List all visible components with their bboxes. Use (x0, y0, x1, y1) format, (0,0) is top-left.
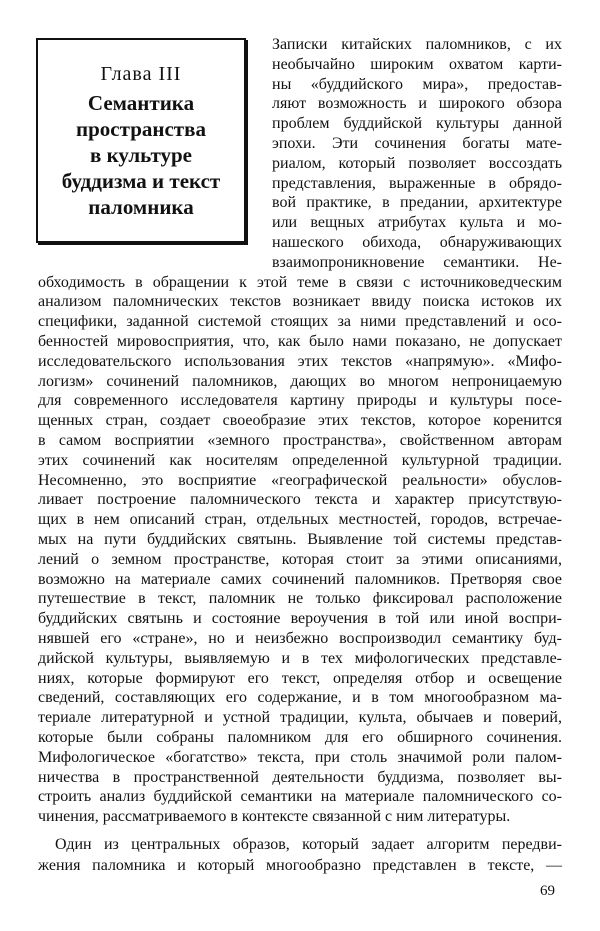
text-line: лений о земном пространстве, которая стоит за этими описаниями, (38, 550, 562, 568)
text-line: щих в нем описаний стран, отдельных местностей, городов, встречае- (38, 511, 562, 529)
text-line: путешествие в текст, паломник не только фиксировал расположение (38, 590, 562, 608)
text-line: Записки китайских паломников, с их (272, 36, 562, 53)
text-line: Один из центральных образов, который задает алгоритм передви- (55, 836, 562, 853)
text-line: ляют возможность и широкого обзора (272, 95, 562, 113)
chapter-title-line: Семантика (87, 91, 195, 115)
page-number: 69 (540, 883, 555, 899)
text-line: Несомненно, это восприятие «географической реальности» обуслов- (38, 471, 562, 489)
chapter-title-line: пространства (76, 117, 206, 141)
text-line: для современного исследователя картину природы и культуры посе- (38, 392, 562, 410)
text-line: риалом, который позволяет воссоздать (272, 154, 562, 172)
text-line: чинения, рассматриваемого в контексте связанной с ним литературы. (38, 808, 511, 826)
text-line: или вещных атрибутах культа и мо- (272, 214, 562, 232)
paragraph-1-full-width (38, 273, 562, 827)
text-line: ниях, которые формируют его текст, определяя отбор и освещение (38, 669, 562, 687)
text-line: специфики, заданной системой стоящих за ними представлений и осо- (38, 313, 562, 331)
text-line: Мифологическое «богатство» текста, при столь значимой роли палом- (38, 748, 562, 766)
text-line: ны «буддийского мира», предостав- (272, 75, 562, 93)
text-line: взаимопроникновение семантики. Не- (272, 253, 562, 271)
text-line: в самом восприятии «земного пространства», свойственном авторам (38, 431, 562, 449)
text-line: проблем буддийской культуры данной (272, 115, 562, 133)
text-line: логизм» сочинений паломников, дающих во многом непроницаемую (38, 372, 562, 390)
text-line: которые были собраны паломником для его обширного сочинения. (38, 728, 562, 746)
text-line: сведений, составляющих его содержание, и в том многообразном ма- (38, 689, 562, 707)
text-line: анализом паломнических текстов возникает ввиду поиска истоков их (38, 293, 562, 311)
text-line: нашеского обихода, обнаруживающих (272, 233, 562, 251)
text-line: териале литературной и устной традиции, культа, обычаев и поверий, (38, 709, 562, 727)
text-line: дийской культуры, выявляемую и в тех мифологических представле- (38, 649, 562, 667)
text-line: нявшей его «стране», но и неизбежно воспроизводил семантику буд- (38, 629, 562, 647)
text-line: обходимость в обращении к этой теме в связи с источниковедческим (38, 273, 562, 291)
text-line: этих сочинений как носителям определенной культурной традиции. (38, 451, 562, 469)
text-line: мых на пути буддийских святынь. Выявление той системы представ- (38, 530, 562, 548)
paragraph-1-right-column (272, 35, 562, 273)
text-line: бенностей мировосприятия, что, как было нами показано, не допускает (38, 332, 562, 350)
chapter-label: Глава III (100, 63, 182, 85)
paragraph-2 (38, 834, 562, 876)
text-line: ничества в пространственной деятельности буддизма, позволяет вы- (38, 768, 562, 786)
text-line: щенных стран, создает своеобразие этих текстов, которое коренится (38, 412, 562, 430)
text-line: ливает построение паломнического текста и характер присутствую- (38, 491, 562, 509)
text-line: исследовательского использования этих текстов «напрямую». «Мифо- (38, 352, 562, 370)
text-line: вой практике, в предании, архитектуре (272, 194, 562, 212)
chapter-title-line: буддизма и текст (61, 169, 221, 193)
text-line: строить анализ буддийской семантики на материале паломнического со- (38, 788, 562, 806)
text-line: необычайно широким охватом карти- (272, 55, 562, 73)
text-line: буддийских святынь и состояние вероучения в той или иной воспри- (38, 610, 562, 628)
chapter-heading-box (36, 38, 246, 243)
chapter-title-line: паломника (88, 195, 194, 219)
chapter-title (38, 90, 244, 220)
text-line: представления, выраженные в обрядо- (272, 174, 562, 192)
text-line: возможно на материале самих сочинений паломников. Претворяя свое (38, 570, 562, 588)
chapter-title-line: в культуре (90, 143, 192, 167)
text-line: эпохи. Эти сочинения богаты мате- (272, 134, 562, 152)
text-line: жения паломника и который многообразно представлен в тексте, — (38, 857, 562, 874)
